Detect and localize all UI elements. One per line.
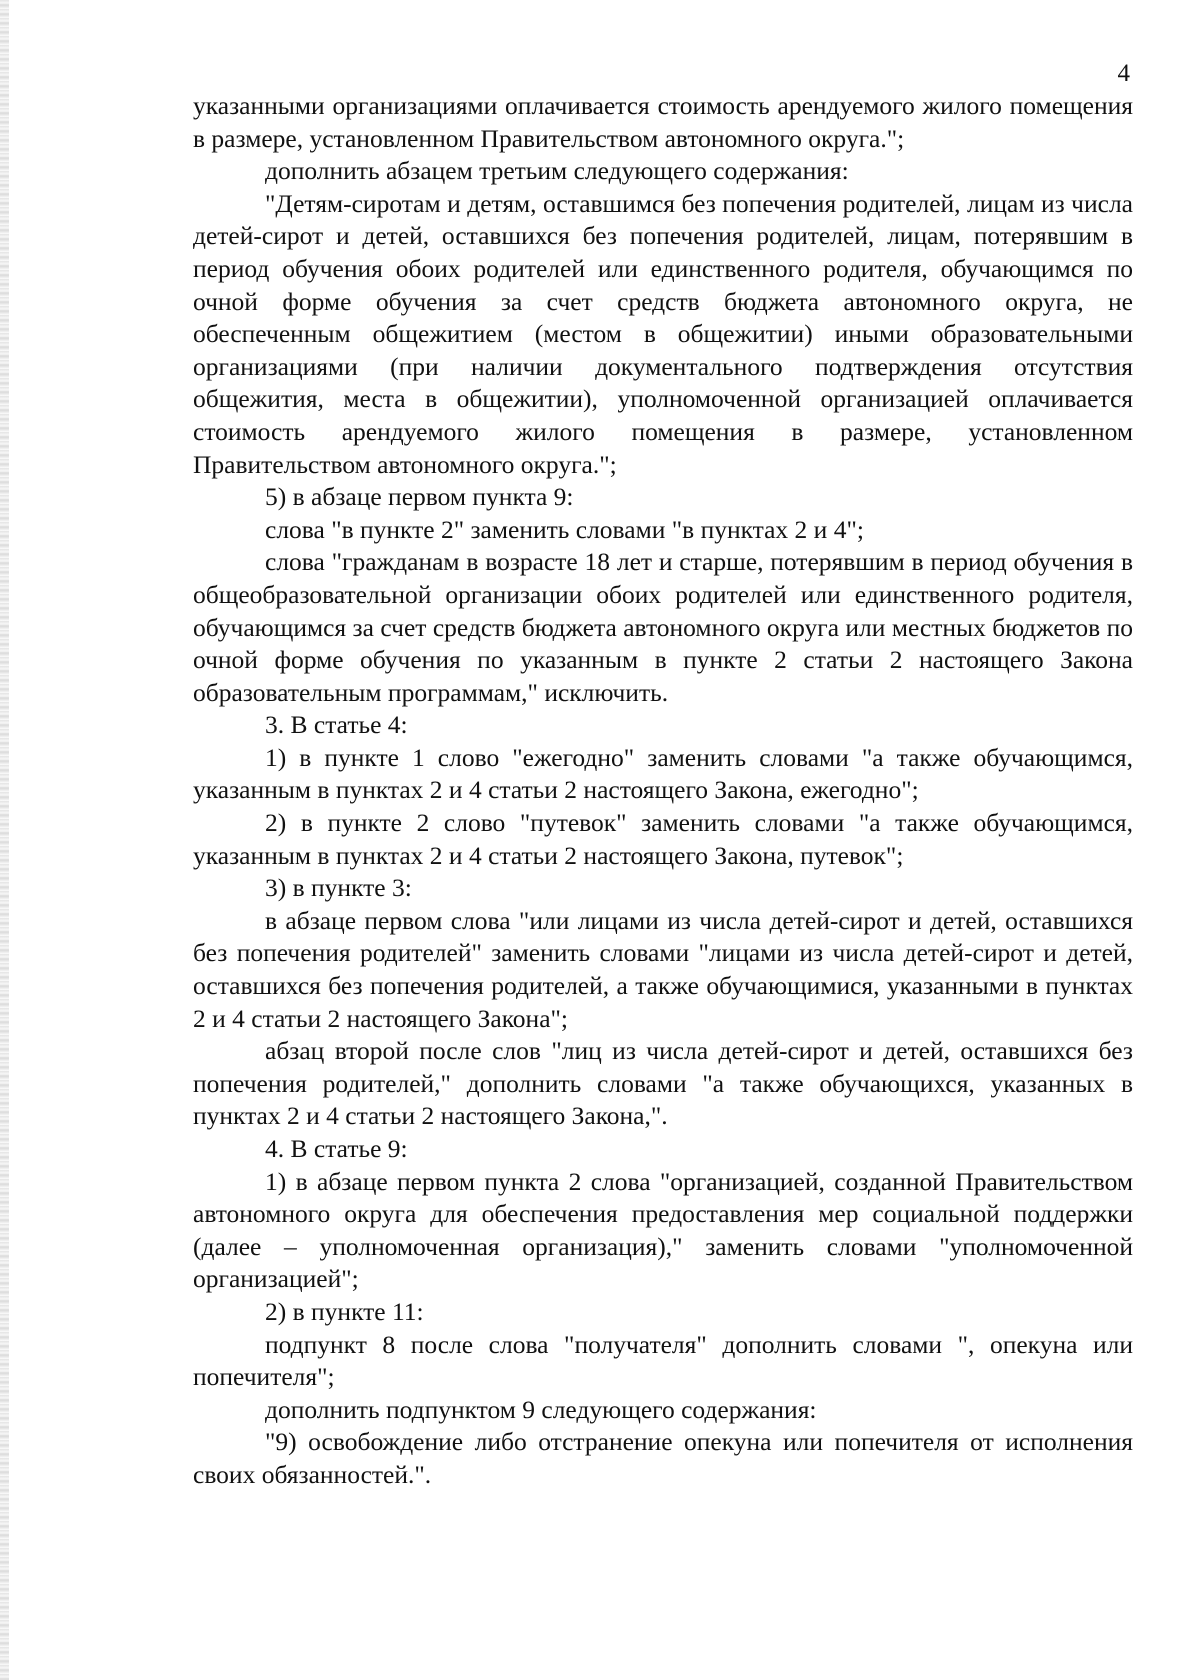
paragraph: 3) в пункте 3: (265, 873, 412, 903)
paragraph: 1) в пункте 1 слово "ежегодно" заменить словами "а также обучающимся, указанным в пунктах 2 и 4 статьи 2 настоящего Закона, ежегодно"; (193, 742, 1133, 805)
paragraph: 1) в абзаце первом пункта 2 слова "организацией, созданной Правительством автономного округа для обеспечения предоставления мер социальной поддержки (далее – уполномоченная организация)," заменить словами "уполномоченной организацией"; (193, 1166, 1133, 1294)
document-body (193, 90, 1133, 1492)
paragraph: "9) освобождение либо отстранение опекуна или попечителя от исполнения своих обязанностей.". (193, 1427, 1133, 1489)
paragraph: 2) в пункте 2 слово "путевок" заменить словами "а также обучающимся, указанным в пунктах 2 и 4 статьи 2 настоящего Закона, путевок"; (193, 808, 1133, 870)
paragraph: 3. В статье 4: (265, 710, 408, 740)
paragraph: указанными организациями оплачивается стоимость арендуемого жилого помещения в размере, установленном Правительством автономного округа."; (193, 91, 1133, 153)
paragraph: 5) в абзаце первом пункта 9: (265, 482, 574, 512)
paragraph: слова "гражданам в возрасте 18 лет и старше, потерявшим в период обучения в общеобразовательной организации обоих родителей или единственного родителя, обучающимся за счет средств бюджета автономного округа или местных бюджетов по очной форме обучения по указанным в пункте 2 статьи 2 настоящего Закона образовательным программам," исключить. (193, 547, 1133, 707)
paragraph: 4. В статье 9: (265, 1134, 408, 1163)
paragraph: слова "в пункте 2" заменить словами "в пунктах 2 и 4"; (265, 514, 864, 544)
scan-edge-artifact (0, 0, 9, 1680)
paragraph: дополнить подпунктом 9 следующего содержания: (265, 1394, 817, 1424)
paragraph: "Детям-сиротам и детям, оставшимся без попечения родителей, лицам из числа детей-сирот и детей, оставшихся без попечения родителей, лицам, потерявшим в период обучения обоих родителей или единственного родителя, обучающимся по очной форме обучения за счет средств бюджета автономного округа, не обеспеченным общежитием (местом в общежитии) иными образовательными организациями (при наличии документального подтверждения отсутствия общежития, места в общежитии), уполномоченной организацией оплачивается стоимость арендуемого жилого помещения в размере, установленном Правительством автономного округа."; (193, 188, 1133, 479)
paragraph: подпункт 8 после слова "получателя" дополнить словами ", опекуна или попечителя"; (193, 1329, 1133, 1392)
paragraph: абзац второй после слов "лиц из числа детей-сирот и детей, оставшихся без попечения родителей," дополнить словами "а также обучающихся, указанных в пунктах 2 и 4 статьи 2 настоящего Закона,". (193, 1036, 1133, 1131)
page-number: 4 (1117, 60, 1130, 87)
paragraph: 2) в пункте 11: (265, 1296, 424, 1326)
paragraph: дополнить абзацем третьим следующего содержания: (265, 156, 849, 186)
paragraph: в абзаце первом слова "или лицами из числа детей-сирот и детей, оставшихся без попечения родителей" заменить словами "лицами из числа детей-сирот и детей, оставшихся без попечения родителей, а также обучающимися, указанными в пунктах 2 и 4 статьи 2 настоящего Закона"; (193, 905, 1133, 1033)
